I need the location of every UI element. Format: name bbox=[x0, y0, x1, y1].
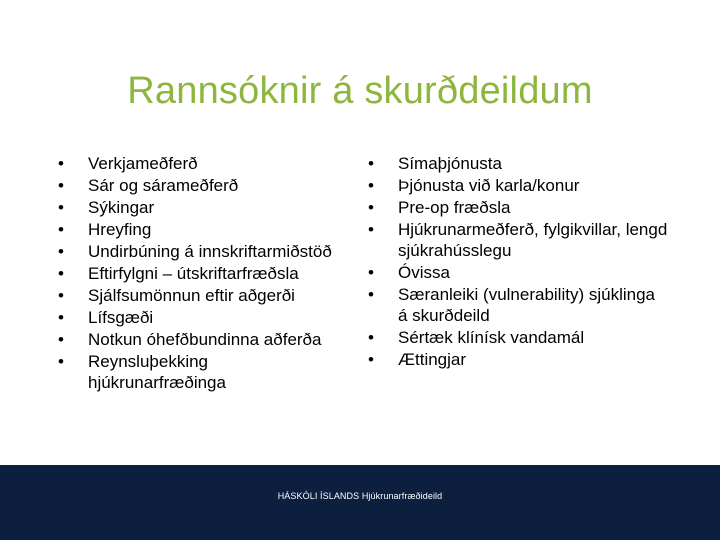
bullet-icon: • bbox=[368, 198, 374, 217]
list-item bbox=[58, 307, 348, 328]
footer-text: HÁSKÓLI ÍSLANDS Hjúkrunarfræðideild bbox=[277, 491, 443, 501]
list-item bbox=[58, 175, 348, 196]
bullet-icon: • bbox=[368, 220, 374, 239]
list-item-text: Notkun óhefðbundinna aðferða bbox=[88, 330, 322, 349]
list-item-text: Óvissa bbox=[398, 263, 450, 282]
list-item-text: Símaþjónusta bbox=[398, 154, 502, 173]
left-bullet-list bbox=[58, 153, 348, 394]
list-item-text: Sjálfsumönnun eftir aðgerði bbox=[88, 286, 295, 305]
bullet-icon: • bbox=[58, 330, 64, 349]
list-item bbox=[368, 175, 668, 196]
bullet-icon: • bbox=[58, 352, 64, 371]
list-item-text: Sýkingar bbox=[88, 198, 155, 217]
bullet-icon: • bbox=[368, 154, 374, 173]
bullet-icon: • bbox=[58, 286, 64, 305]
bullet-icon: • bbox=[368, 328, 374, 347]
list-item-text: Pre-op fræðsla bbox=[398, 198, 511, 217]
list-item bbox=[368, 349, 668, 370]
bullet-icon: • bbox=[58, 242, 64, 261]
list-item-text: Ættingjar bbox=[398, 350, 467, 369]
bullet-icon: • bbox=[58, 198, 64, 217]
bullet-icon: • bbox=[58, 220, 64, 239]
list-item-text: Undirbúning á innskriftarmiðstöð bbox=[88, 242, 332, 261]
list-item-text: Særanleiki (vulnerability) sjúklinga á skurðdeild bbox=[398, 285, 655, 325]
right-bullet-list bbox=[368, 153, 668, 371]
list-item bbox=[58, 263, 348, 284]
bullet-icon: • bbox=[58, 154, 64, 173]
bullet-icon: • bbox=[58, 264, 64, 283]
list-item bbox=[368, 284, 668, 326]
list-item bbox=[368, 262, 668, 283]
list-item-text: Sértæk klínísk vandamál bbox=[398, 328, 585, 347]
list-item-text: Þjónusta við karla/konur bbox=[398, 176, 580, 195]
bullet-icon: • bbox=[58, 176, 64, 195]
slide-title: Rannsóknir á skurðdeildum bbox=[127, 70, 593, 112]
list-item bbox=[368, 219, 668, 261]
bullet-icon: • bbox=[368, 176, 374, 195]
list-item-text: Lífsgæði bbox=[88, 308, 154, 327]
list-item-text: Verkjameðferð bbox=[88, 154, 198, 173]
list-item bbox=[368, 197, 668, 218]
list-item bbox=[58, 241, 348, 262]
list-item bbox=[58, 219, 348, 240]
list-item-text: Sár og sárameðferð bbox=[88, 176, 239, 195]
list-item bbox=[58, 329, 348, 350]
list-item-text: Hreyfing bbox=[88, 220, 152, 239]
list-item bbox=[58, 153, 348, 174]
list-item bbox=[58, 285, 348, 306]
list-item bbox=[58, 351, 348, 393]
list-item bbox=[58, 197, 348, 218]
bullet-icon: • bbox=[368, 350, 374, 369]
bullet-icon: • bbox=[368, 263, 374, 282]
list-item-text: Hjúkrunarmeðferð, fylgikvillar, lengd sjúkrahússlegu bbox=[398, 220, 668, 260]
list-item bbox=[368, 327, 668, 348]
bullet-icon: • bbox=[368, 285, 374, 304]
list-item-text: Eftirfylgni – útskriftarfræðsla bbox=[88, 264, 299, 283]
list-item-text: Reynsluþekking hjúkrunarfræðinga bbox=[88, 352, 226, 392]
bullet-icon: • bbox=[58, 308, 64, 327]
footer-bar bbox=[0, 465, 720, 540]
list-item bbox=[368, 153, 668, 174]
